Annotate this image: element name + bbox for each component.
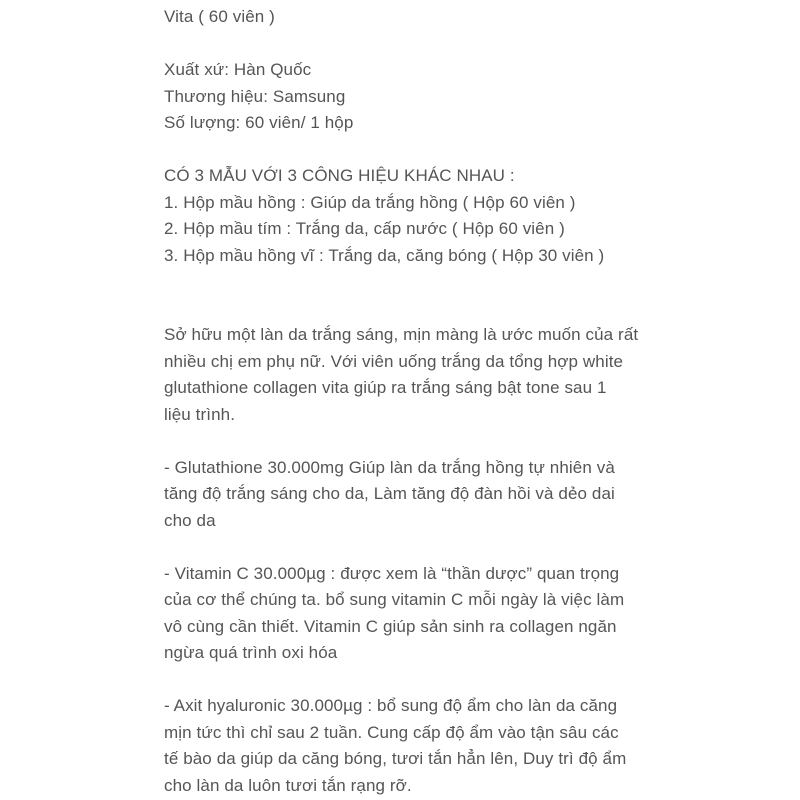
variant-item: 1. Hộp mầu hồng : Giúp da trắng hồng ( Hộp 60 viên ) xyxy=(164,192,576,212)
ingredient-glutathione-line: cho da xyxy=(164,510,216,530)
intro-line: liệu trình. xyxy=(164,404,236,424)
spacer xyxy=(164,296,638,323)
spec-brand: Thương hiệu: Samsung xyxy=(164,86,346,106)
product-description xyxy=(164,4,638,799)
spec-quantity: Số lượng: 60 viên/ 1 hộp xyxy=(164,113,354,132)
spacer xyxy=(164,534,638,561)
intro-line: Sở hữu một làn da trắng sáng, mịn màng là ước muốn của rất xyxy=(164,325,639,344)
spacer xyxy=(164,667,638,694)
spacer xyxy=(164,137,638,164)
ingredient-vitamin-c-line: của cơ thể chúng ta. bổ sung vitamin C mỗi ngày là việc làm xyxy=(164,590,625,609)
ingredient-vitamin-c-line: vô cùng cần thiết. Vitamin C giúp sản sinh ra collagen ngăn xyxy=(164,616,617,636)
spec-origin: Xuất xứ: Hàn Quốc xyxy=(164,60,312,79)
spacer xyxy=(164,428,638,455)
product-title-tail: Vita ( 60 viên ) xyxy=(164,7,275,26)
ingredient-glutathione-line: - Glutathione 30.000mg Giúp làn da trắng hồng tự nhiên và xyxy=(164,457,615,477)
intro-line: nhiều chị em phụ nữ. Với viên uống trắng da tổng hợp white xyxy=(164,351,624,371)
intro-line: glutathione collagen vita giúp ra trắng sáng bật tone sau 1 xyxy=(164,378,607,397)
ingredient-glutathione-line: tăng độ trắng sáng cho da, Làm tăng độ đàn hồi và dẻo dai xyxy=(164,484,615,503)
ingredient-hyaluronic-line: - Axit hyaluronic 30.000µg : bổ sung độ ẩm cho làn da căng xyxy=(164,696,618,715)
spacer xyxy=(164,269,638,296)
variant-item: 2. Hộp mầu tím : Trắng da, cấp nước ( Hộp 60 viên ) xyxy=(164,219,565,238)
variant-item: 3. Hộp mầu hồng vĩ : Trắng da, căng bóng ( Hộp 30 viên ) xyxy=(164,245,605,265)
variants-heading: CÓ 3 MẪU VỚI 3 CÔNG HIỆU KHÁC NHAU : xyxy=(164,166,515,185)
spacer xyxy=(164,31,638,58)
ingredient-hyaluronic-line: mịn tức thì chỉ sau 2 tuần. Cung cấp độ ẩm vào tận sâu các xyxy=(164,722,619,742)
ingredient-vitamin-c-line: ngừa quá trình oxi hóa xyxy=(164,643,338,662)
ingredient-hyaluronic-line: tế bào da giúp da căng bóng, tươi tắn hẳn lên, Duy trì độ ẩm xyxy=(164,749,627,768)
ingredient-hyaluronic-line: cho làn da luôn tươi tắn rạng rỡ. xyxy=(164,775,412,795)
ingredient-vitamin-c-line: - Vitamin C 30.000µg : được xem là “thần dược” quan trọng xyxy=(164,563,620,583)
